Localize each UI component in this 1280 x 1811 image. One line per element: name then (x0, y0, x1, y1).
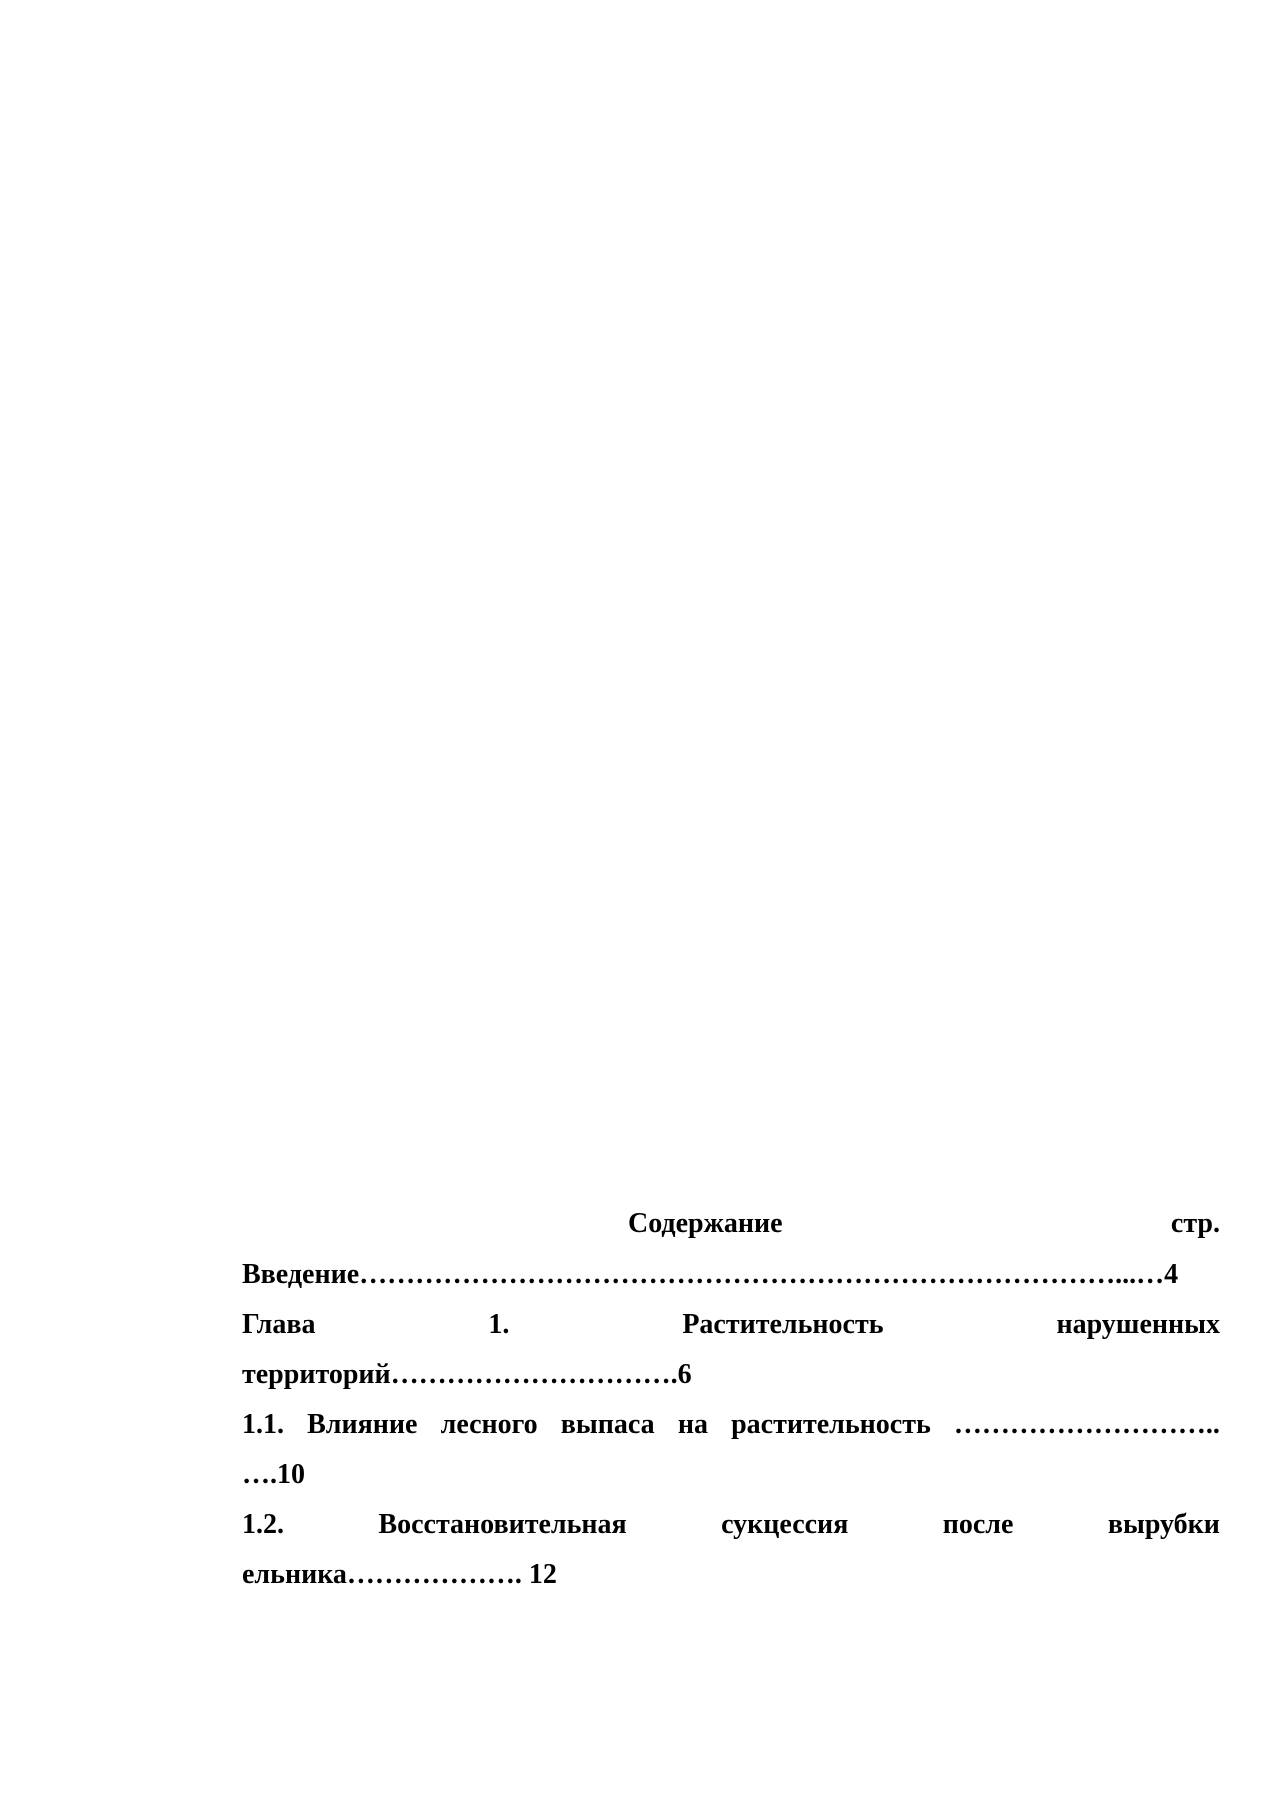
toc-word: Восстановительная (378, 1509, 627, 1540)
toc-word: 1. (488, 1309, 510, 1340)
toc-word: на (677, 1409, 708, 1440)
toc-entry-text: Введение………………………………………………………………………...…4 (242, 1259, 1179, 1290)
toc-entry-text: территорий………………………….6 (242, 1359, 692, 1390)
toc-word: сукцессия (721, 1509, 849, 1540)
page-column-label: стр. (1170, 1208, 1220, 1239)
toc-word: Влияние (307, 1409, 418, 1440)
toc-word: нарушенных (1056, 1309, 1220, 1340)
toc-word: 1.2. (242, 1509, 284, 1540)
toc-entry-section-1-2-continuation (242, 1550, 1220, 1600)
toc-entry-chapter-1 (242, 1300, 1220, 1350)
toc-word: после (942, 1509, 1014, 1540)
toc-word: лесного (440, 1409, 538, 1440)
toc-entry-section-1-2 (242, 1500, 1220, 1550)
toc-title: Содержание (628, 1208, 783, 1239)
toc-entry-section-1-1 (242, 1400, 1220, 1450)
toc-word: выпаса (560, 1409, 655, 1440)
toc-entry-text: ….10 (242, 1459, 305, 1490)
table-of-contents (242, 1198, 1220, 1600)
toc-entry-text: ельника………………. 12 (242, 1559, 557, 1590)
toc-entry-intro (242, 1250, 1220, 1300)
toc-word: Растительность (682, 1309, 884, 1340)
toc-entry-section-1-1-continuation (242, 1450, 1220, 1500)
toc-word: вырубки (1107, 1509, 1220, 1540)
toc-word: Глава (242, 1309, 316, 1340)
toc-word: растительность (731, 1409, 931, 1440)
toc-word: ……………………….. (953, 1409, 1220, 1440)
toc-word: 1.1. (242, 1409, 284, 1440)
toc-entry-chapter-1-continuation (242, 1350, 1220, 1400)
toc-heading-row (242, 1198, 1220, 1250)
